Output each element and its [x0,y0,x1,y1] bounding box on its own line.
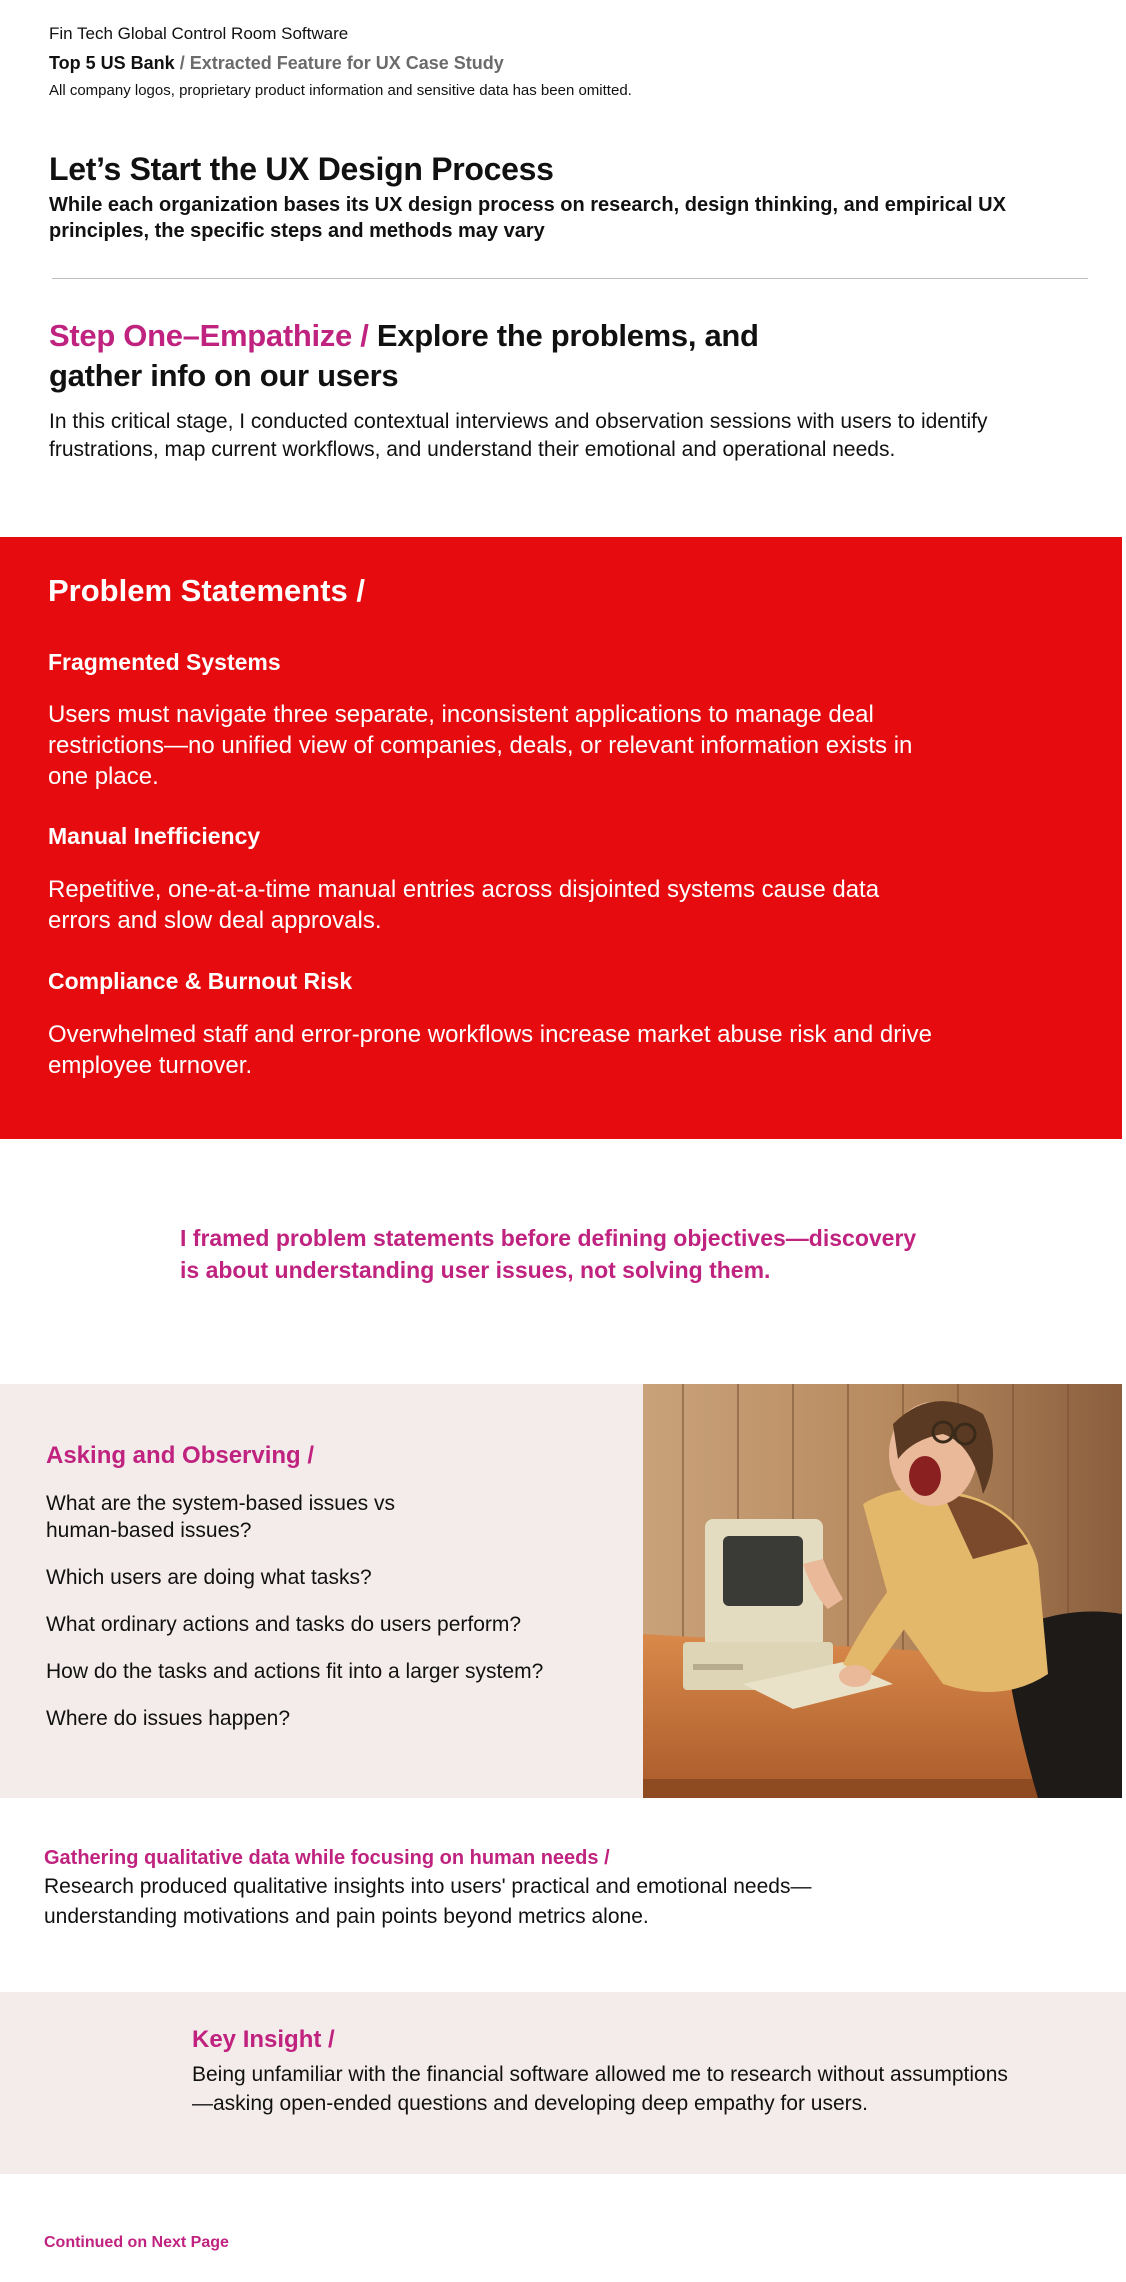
step-one-label: Step One–Empathize / [49,318,369,353]
gathering-title: Gathering qualitative data while focusing on human needs / [44,1847,610,1869]
research-questions-list [46,1490,606,1752]
problem-body: Overwhelmed staff and error-prone workflows increase market abuse risk and drive employee turnover. [48,1021,932,1079]
research-question: What are the system-based issues vs human-based issues? [46,1492,395,1542]
frustrated-user-illustration [643,1384,1122,1798]
problem-statements-title: Problem Statements / [48,573,365,608]
research-question: What ordinary actions and tasks do users perform? [46,1613,522,1636]
document-header [49,22,1049,102]
pull-quote: I framed problem statements before defining objectives—discovery is about understanding user issues, not solving them. [180,1225,917,1283]
problem-title: Compliance & Burnout Risk [48,968,353,994]
step-one-title: Explore the problems, and gather info on our users [49,318,759,393]
step-one-section [49,316,1029,464]
client-name: Top 5 US Bank [49,53,175,73]
section-divider [52,278,1088,279]
project-client-line [49,50,1049,76]
asking-observing-title: Asking and Observing / [46,1442,315,1469]
problem-title: Fragmented Systems [48,649,281,675]
gathering-section [44,1844,904,1932]
intro-section [49,148,1009,244]
problem-title: Manual Inefficiency [48,823,261,849]
problem-body: Repetitive, one-at-a-time manual entries across disjointed systems cause data errors and slow deal approvals. [48,876,880,934]
research-question: Which users are doing what tasks? [46,1566,372,1589]
feature-name: Extracted Feature for UX Case Study [189,53,504,73]
key-insight-body: Being unfamiliar with the financial software allowed me to research without assumptions—asking open-ended questions and developing deep empathy for users. [192,2063,1008,2115]
disclaimer: All company logos, proprietary product information and sensitive data has been omitted. [49,82,632,99]
intro-subtitle: While each organization bases its UX design process on research, design thinking, and empirical UX principles, the specific steps and methods may vary [49,194,1006,242]
step-one-body: In this critical stage, I conducted contextual interviews and observation sessions with users to identify frustrations, map current workflows, and understand their emotional and operational needs. [49,410,988,461]
key-insight-title: Key Insight / [192,2026,335,2053]
project-context: Fin Tech Global Control Room Software [49,24,349,43]
continued-label: Continued on Next Page [44,2234,229,2251]
asking-observing-panel [0,1384,643,1798]
research-question: Where do issues happen? [46,1707,290,1730]
key-insight-panel [0,1992,1126,2174]
step-one-heading [49,316,809,396]
gathering-body: Research produced qualitative insights into users' practical and emotional needs—understanding motivations and pain points beyond metrics alone. [44,1875,812,1928]
problem-body: Users must navigate three separate, inconsistent applications to manage deal restrictions—no unified view of companies, deals, or relevant information exists in one place. [48,701,913,790]
research-question: How do the tasks and actions fit into a larger system? [46,1660,544,1683]
frustrated-user-photo [643,1384,1122,1798]
problem-statements-panel [0,537,1122,1139]
client-separator: / [174,53,190,73]
intro-title: Let’s Start the UX Design Process [49,151,554,187]
